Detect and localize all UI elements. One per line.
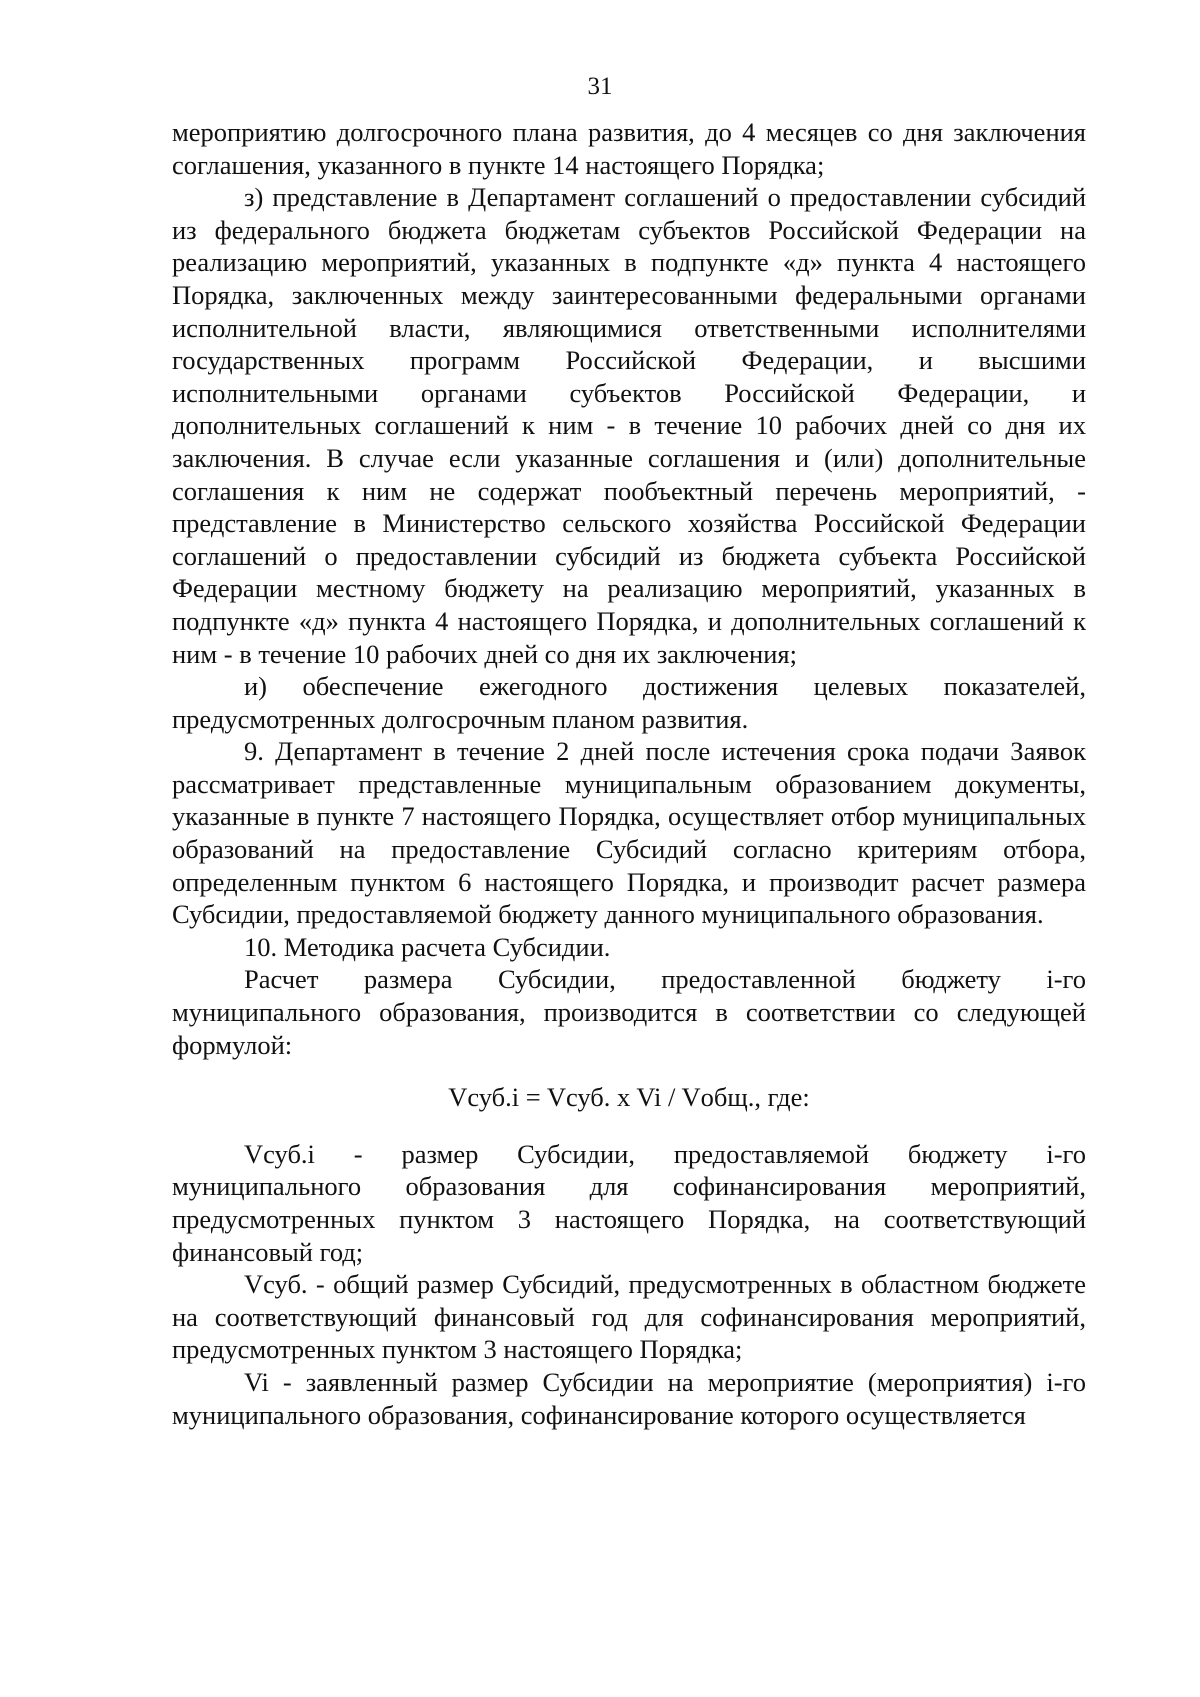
paragraph-section-9: 9. Департамент в течение 2 дней после истечения срока подачи Заявок рассматривает представленные муниципальным образованием документы, указанные в пункте 7 настоящего Порядка, осуществляет отбор муниципальных образований на предоставление Субсидий согласно критериям отбора, определенным пунктом 6 настоящего Порядка, и производит расчет размера Субсидии, предоставляемой бюджету данного муниципального образования. (172, 736, 1086, 930)
paragraph-section-10-heading: 10. Методика расчета Субсидии. (244, 931, 611, 962)
paragraph-item-z: з) представление в Департамент соглашений о предоставлении субсидий из федерального бюджета бюджетам субъектов Российской Федерации на реализацию мероприятий, указанных в подпункте «д» пункта 4 настоящего Порядка, заключенных между заинтересованными федеральными органами исполнительной власти, являющимися ответственными исполнителями государственных программ Российской Федерации, и высшими исполнительными органами субъектов Российской Федерации, и дополнительных соглашений к ним - в течение 10 рабочих дней со дня их заключения. В случае если указанные соглашения и (или) дополнительные соглашения к ним не содержат пообъектный перечень мероприятий, - представление в Министерство сельского хозяйства Российской Федерации соглашений о предоставлении субсидий из бюджета субъекта Российской Федерации местному бюджету на реализацию мероприятий, указанных в подпункте «д» пункта 4 настоящего Порядка, и дополнительных соглашений к ним - в течение 10 рабочих дней со дня их заключения; (172, 182, 1086, 669)
document-body (172, 116, 1086, 1431)
paragraph-item-i: и) обеспечение ежегодного достижения целевых показателей, предусмотренных долгосрочным планом развития. (172, 671, 1086, 734)
paragraph-definition-vsub-i: Vсуб.i - размер Субсидии, предоставляемой бюджету i-го муниципального образования для софинансирования мероприятий, предусмотренных пунктом 3 настоящего Порядка, на соответствующий финансовый год; (172, 1138, 1086, 1267)
page-number: 31 (587, 73, 613, 100)
paragraph-calculation-intro: Расчет размера Субсидии, предоставленной бюджету i-го муниципального образования, производится в соответствии со следующей формулой: (172, 964, 1086, 1060)
paragraph-definition-vi: Vi - заявленный размер Субсидии на мероприятие (мероприятия) i-го муниципального образования, софинансирование которого осуществляется (172, 1366, 1086, 1430)
paragraph-continuation: мероприятию долгосрочного плана развития, до 4 месяцев со дня заключения соглашения, указанного в пункте 14 настоящего Порядка; (172, 117, 1086, 180)
paragraph-definition-vsub: Vсуб. - общий размер Субсидий, предусмотренных в областном бюджете на соответствующий финансовый год для софинансирования мероприятий, предусмотренных пунктом 3 настоящего Порядка; (172, 1269, 1086, 1365)
formula: Vсуб.i = Vсуб. x Vi / Vобщ., где: (448, 1082, 810, 1113)
